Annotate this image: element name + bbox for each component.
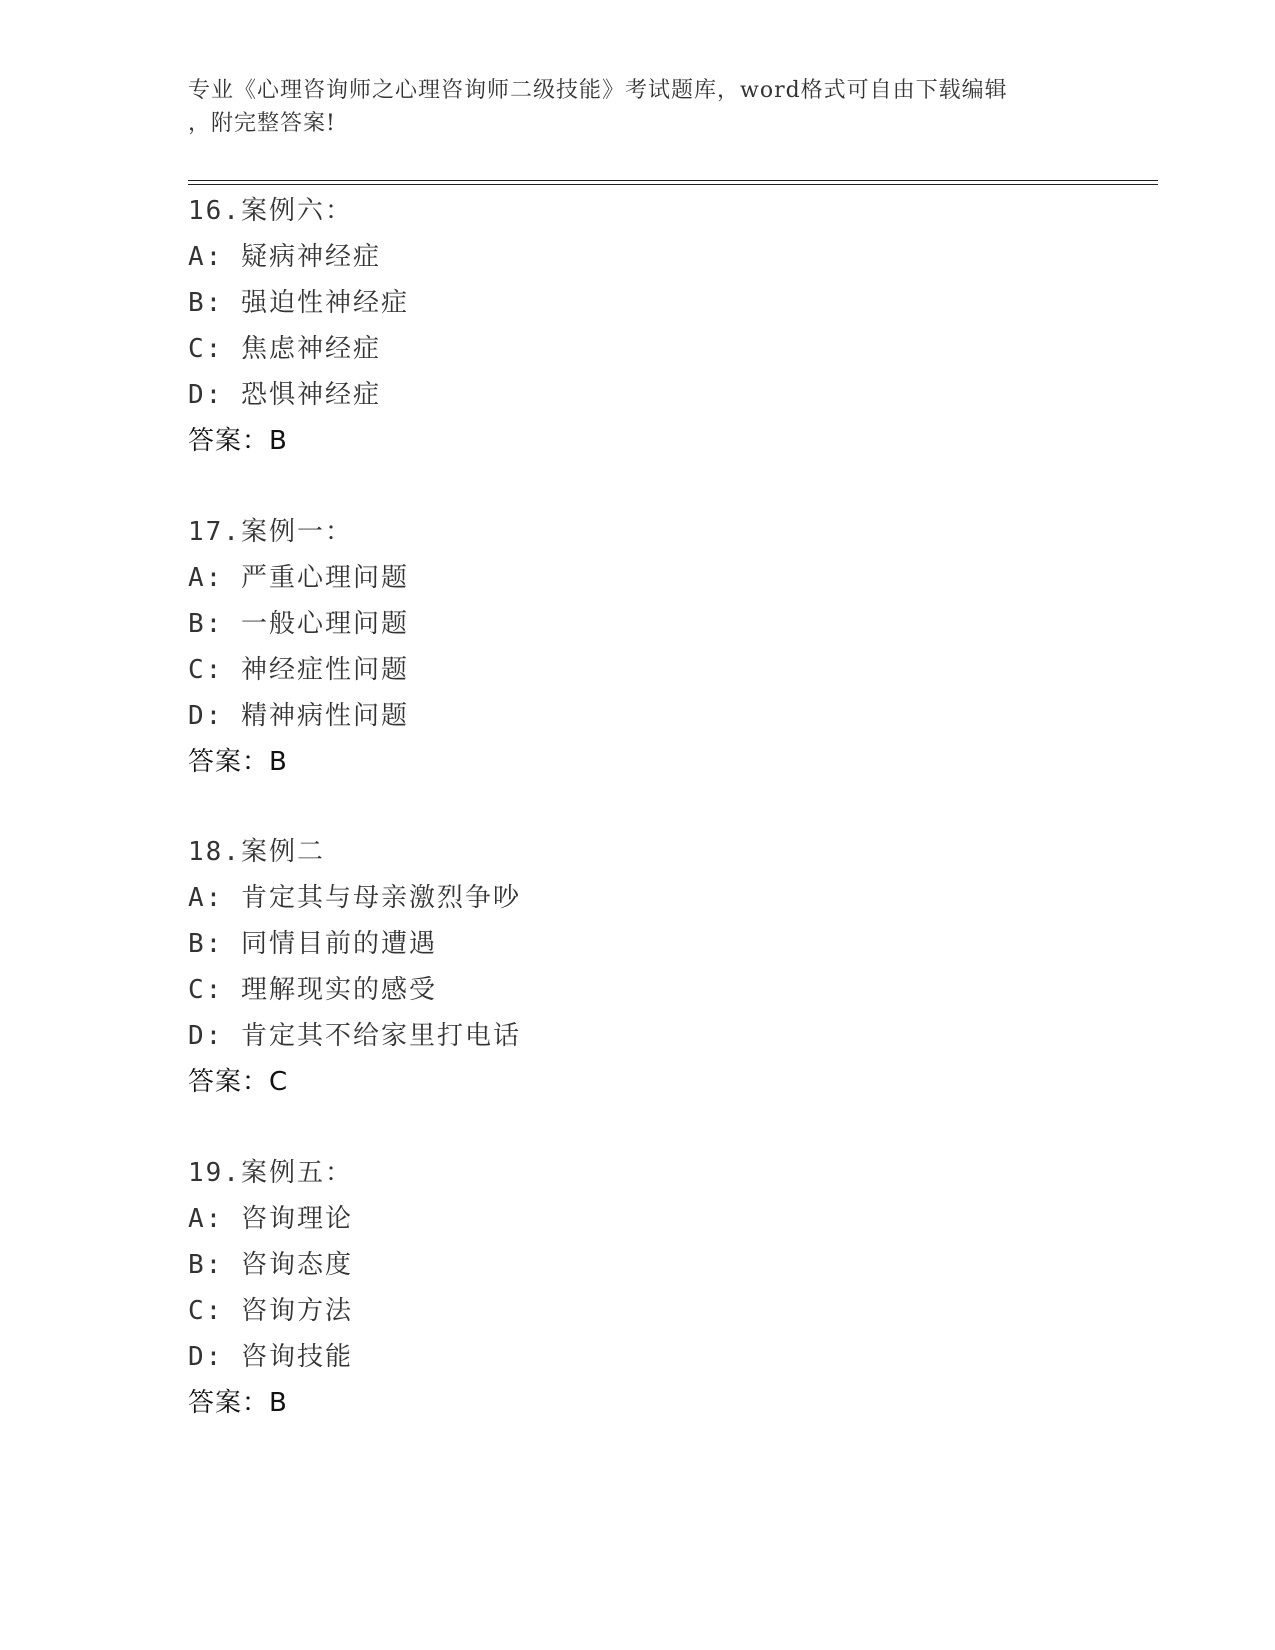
question-19 [188, 1150, 353, 1426]
option-d: D: 精神病性问题 [188, 701, 409, 731]
option-b: B: 一般心理问题 [188, 609, 409, 639]
answer-line: 答案：C [188, 1067, 289, 1097]
option-d: D: 肯定其不给家里打电话 [188, 1021, 521, 1051]
option-c: C: 神经症性问题 [188, 655, 409, 685]
document-header [188, 74, 1088, 140]
option-d: D: 恐惧神经症 [188, 380, 381, 410]
question-17 [188, 509, 409, 785]
question-18 [188, 829, 521, 1105]
answer-line: 答案：B [188, 747, 288, 777]
question-title: 17.案例一： [188, 517, 353, 547]
header-divider-top [188, 180, 1158, 181]
answer-line: 答案：B [188, 426, 288, 456]
option-a: A: 疑病神经症 [188, 242, 381, 272]
question-title: 18.案例二 [188, 837, 325, 867]
header-line-2: ，附完整答案! [188, 111, 336, 136]
option-a: A: 咨询理论 [188, 1204, 353, 1234]
option-a: A: 严重心理问题 [188, 563, 409, 593]
answer-line: 答案：B [188, 1388, 288, 1418]
option-c: C: 理解现实的感受 [188, 975, 437, 1005]
question-16 [188, 188, 409, 464]
option-d: D: 咨询技能 [188, 1342, 353, 1372]
option-a: A: 肯定其与母亲激烈争吵 [188, 883, 521, 913]
option-b: B: 强迫性神经症 [188, 288, 409, 318]
option-c: C: 咨询方法 [188, 1296, 353, 1326]
question-title: 16.案例六： [188, 196, 353, 226]
header-line-1: 专业《心理咨询师之心理咨询师二级技能》考试题库，word格式可自由下载编辑 [188, 78, 1008, 103]
header-divider-bottom [188, 184, 1158, 185]
question-title: 19.案例五： [188, 1158, 353, 1188]
option-b: B: 咨询态度 [188, 1250, 353, 1280]
option-c: C: 焦虑神经症 [188, 334, 381, 364]
option-b: B: 同情目前的遭遇 [188, 929, 437, 959]
